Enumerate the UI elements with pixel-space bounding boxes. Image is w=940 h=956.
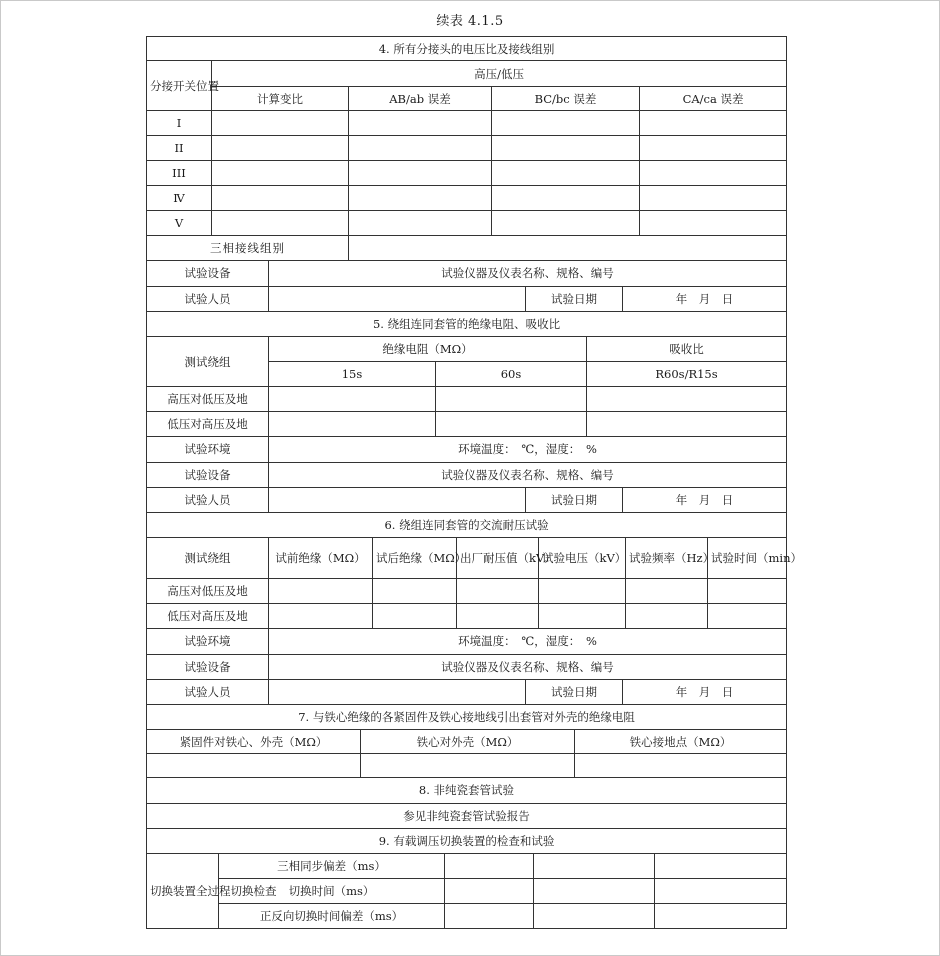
ratio-cell[interactable] (212, 161, 349, 186)
test-personnel-label: 试验人员 (147, 487, 269, 512)
value-cell[interactable] (575, 754, 787, 778)
ratio-cell[interactable] (212, 186, 349, 211)
value-cell[interactable] (269, 412, 436, 437)
three-phase-group-label: 三相接线组别 (147, 236, 349, 261)
section-9-table (146, 829, 787, 930)
section-4-heading: 4. 所有分接头的电压比及接线组别 (147, 37, 787, 61)
hv-to-lv-ground-label: 高压对低压及地 (147, 387, 269, 412)
test-winding-header: 测试绕组 (147, 538, 269, 579)
test-date-value[interactable]: 年 月 日 (623, 487, 787, 512)
bc-error-cell[interactable] (492, 211, 640, 236)
test-voltage-header: 试验电压（kV） (539, 538, 626, 579)
value-cell[interactable] (587, 387, 787, 412)
test-environment-label: 试验环境 (147, 629, 269, 654)
15s-header: 15s (269, 362, 436, 387)
section-5-footer-table (146, 437, 787, 513)
switching-time-label: 切换时间（ms） (219, 879, 445, 904)
ca-error-cell[interactable] (640, 161, 787, 186)
value-cell[interactable] (373, 579, 457, 604)
test-equipment-label: 试验设备 (147, 462, 269, 487)
three-phase-group-value[interactable] (349, 236, 787, 261)
value-cell[interactable] (436, 387, 587, 412)
bc-error-cell[interactable] (492, 136, 640, 161)
tap-position-header: 分接开关位置 (147, 61, 212, 111)
value-cell[interactable] (655, 879, 787, 904)
core-ground-point-header: 铁心接地点（MΩ） (575, 730, 787, 754)
bc-error-header: BC/bc 误差 (492, 87, 640, 111)
ab-error-cell[interactable] (349, 161, 492, 186)
calc-ratio-header: 计算变比 (212, 87, 349, 111)
section-8-heading: 8. 非纯瓷套管试验 (147, 778, 787, 803)
test-equipment-value[interactable]: 试验仪器及仪表名称、规格、编号 (269, 654, 787, 679)
ca-error-header: CA/ca 误差 (640, 87, 787, 111)
forward-reverse-deviation-label: 正反向切换时间偏差（ms） (219, 904, 445, 929)
test-record-form (146, 36, 802, 929)
value-cell[interactable] (534, 904, 655, 929)
section-9-heading: 9. 有载调压切换装置的检查和试验 (147, 829, 787, 854)
ab-error-cell[interactable] (349, 111, 492, 136)
section-4-footer-table (146, 261, 787, 312)
value-cell[interactable] (445, 904, 534, 929)
three-phase-sync-deviation-label: 三相同步偏差（ms） (219, 854, 445, 879)
lv-to-hv-ground-label: 低压对高压及地 (147, 412, 269, 437)
value-cell[interactable] (373, 604, 457, 629)
value-cell[interactable] (626, 579, 708, 604)
pre-test-insulation-header: 试前绝缘（MΩ） (269, 538, 373, 579)
value-cell[interactable] (445, 879, 534, 904)
switching-check-group-label: 切换装置全过程切换检查 (147, 854, 219, 929)
ratio-cell[interactable] (212, 111, 349, 136)
value-cell[interactable] (436, 412, 587, 437)
bc-error-cell[interactable] (492, 161, 640, 186)
value-cell[interactable] (655, 904, 787, 929)
value-cell[interactable] (587, 412, 787, 437)
ratio-cell[interactable] (212, 136, 349, 161)
section-5-table (146, 312, 787, 438)
core-to-shell-header: 铁心对外壳（MΩ） (361, 730, 575, 754)
value-cell[interactable] (445, 854, 534, 879)
test-winding-header: 测试绕组 (147, 337, 269, 387)
lv-to-hv-ground-label: 低压对高压及地 (147, 604, 269, 629)
test-date-value[interactable]: 年 月 日 (623, 679, 787, 704)
value-cell[interactable] (708, 604, 787, 629)
test-environment-label: 试验环境 (147, 437, 269, 462)
insulation-resistance-header: 绝缘电阻（MΩ） (269, 337, 587, 362)
section-8-table (146, 778, 787, 829)
ab-error-cell[interactable] (349, 136, 492, 161)
section-8-note: 参见非纯瓷套管试验报告 (147, 803, 787, 828)
section-4-table (146, 36, 787, 261)
test-duration-header: 试验时间（min） (708, 538, 787, 579)
section-6-heading: 6. 绕组连同套管的交流耐压试验 (147, 513, 787, 538)
hv-lv-header: 高压/低压 (212, 61, 787, 87)
section-7-heading: 7. 与铁心绝缘的各紧固件及铁心接地线引出套管对外壳的绝缘电阻 (147, 705, 787, 730)
page-title: 续表 4.1.5 (436, 14, 504, 29)
60s-header: 60s (436, 362, 587, 387)
ca-error-cell[interactable] (640, 136, 787, 161)
value-cell[interactable] (539, 579, 626, 604)
value-cell[interactable] (626, 604, 708, 629)
value-cell[interactable] (655, 854, 787, 879)
test-personnel-value[interactable] (269, 487, 526, 512)
test-equipment-label: 试验设备 (147, 654, 269, 679)
ab-error-cell[interactable] (349, 186, 492, 211)
test-date-label: 试验日期 (526, 487, 623, 512)
tap-row-label: V (147, 211, 212, 236)
value-cell[interactable] (269, 604, 373, 629)
ratio-header: R60s/R15s (587, 362, 787, 387)
tap-row-label: I (147, 111, 212, 136)
test-personnel-value[interactable] (269, 286, 526, 311)
test-environment-value[interactable]: 环境温度： ℃，湿度： % (269, 629, 787, 654)
ab-error-cell[interactable] (349, 211, 492, 236)
ca-error-cell[interactable] (640, 111, 787, 136)
test-date-value[interactable]: 年 月 日 (623, 286, 787, 311)
ca-error-cell[interactable] (640, 186, 787, 211)
section-6-footer-table (146, 629, 787, 705)
test-personnel-value[interactable] (269, 679, 526, 704)
value-cell[interactable] (147, 754, 361, 778)
test-equipment-value[interactable]: 试验仪器及仪表名称、规格、编号 (269, 261, 787, 286)
value-cell[interactable] (457, 604, 539, 629)
test-equipment-label: 试验设备 (147, 261, 269, 286)
test-personnel-label: 试验人员 (147, 286, 269, 311)
ca-error-cell[interactable] (640, 211, 787, 236)
ab-error-header: AB/ab 误差 (349, 87, 492, 111)
tap-row-label: Ⅳ (147, 186, 212, 211)
section-6-table (146, 513, 802, 630)
ratio-cell[interactable] (212, 211, 349, 236)
value-cell[interactable] (269, 387, 436, 412)
factory-withstand-voltage-header: 出厂耐压值（kV） (457, 538, 539, 579)
test-equipment-value[interactable]: 试验仪器及仪表名称、规格、编号 (269, 462, 787, 487)
value-cell[interactable] (269, 579, 373, 604)
post-test-insulation-header: 试后绝缘（MΩ） (373, 538, 457, 579)
test-environment-value[interactable]: 环境温度： ℃，湿度： % (269, 437, 787, 462)
bc-error-cell[interactable] (492, 186, 640, 211)
tap-row-label: II (147, 136, 212, 161)
bc-error-cell[interactable] (492, 111, 640, 136)
section-5-heading: 5. 绕组连同套管的绝缘电阻、吸收比 (147, 312, 787, 337)
test-date-label: 试验日期 (526, 679, 623, 704)
value-cell[interactable] (361, 754, 575, 778)
absorption-ratio-header: 吸收比 (587, 337, 787, 362)
value-cell[interactable] (708, 579, 787, 604)
test-personnel-label: 试验人员 (147, 679, 269, 704)
tap-row-label: III (147, 161, 212, 186)
value-cell[interactable] (534, 854, 655, 879)
value-cell[interactable] (539, 604, 626, 629)
section-7-table (146, 705, 787, 779)
hv-to-lv-ground-label: 高压对低压及地 (147, 579, 269, 604)
test-frequency-header: 试验频率（Hz） (626, 538, 708, 579)
value-cell[interactable] (534, 879, 655, 904)
test-date-label: 试验日期 (526, 286, 623, 311)
fastener-to-core-header: 紧固件对铁心、外壳（MΩ） (147, 730, 361, 754)
value-cell[interactable] (457, 579, 539, 604)
